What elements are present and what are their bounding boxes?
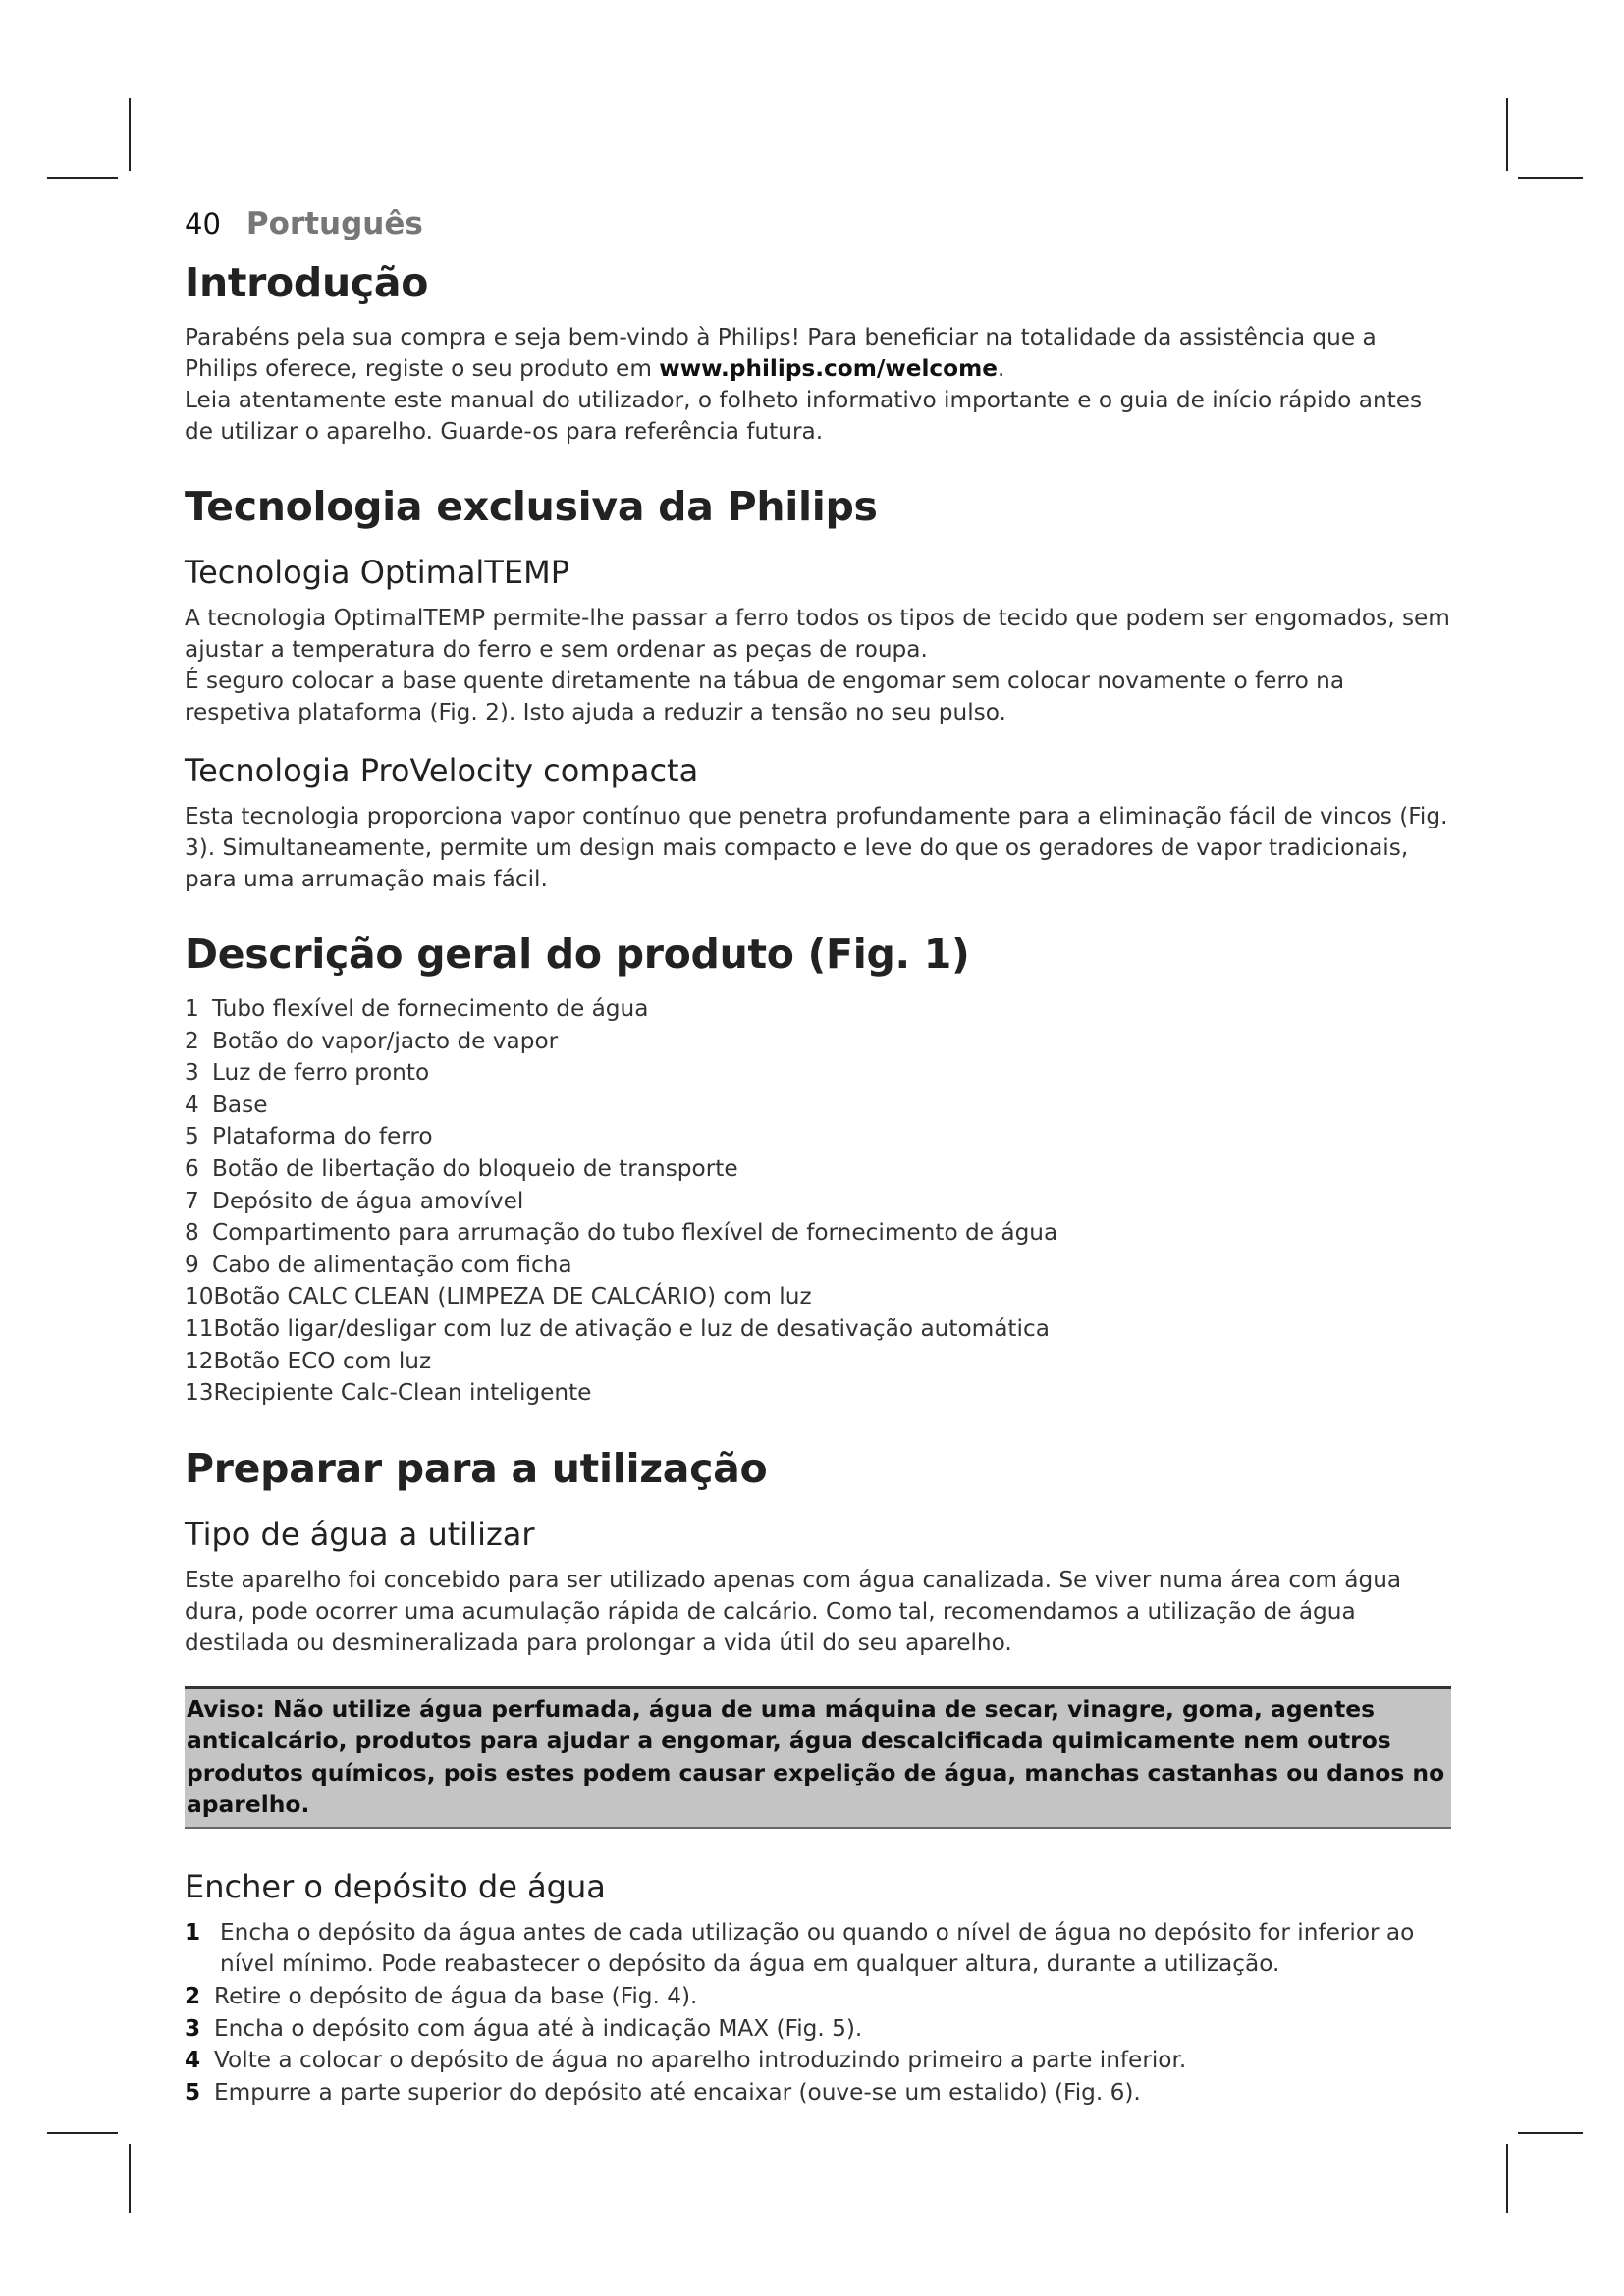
crop-mark bbox=[47, 177, 118, 179]
list-item: 8 Compartimento para arrumação do tubo flexível de fornecimento de água bbox=[185, 1219, 1058, 1247]
page-number: 40 bbox=[185, 207, 221, 240]
list-item: 3 Encha o depósito com água até à indicação MAX (Fig. 5). bbox=[185, 2014, 863, 2042]
tech-title: Tecnologia exclusiva da Philips bbox=[185, 483, 878, 530]
warning-box: Aviso: Não utilize água perfumada, água de uma máquina de secar, vinagre, goma, agentes anticalcário, produtos para ajudar a engomar, água descalcificada quimicamente nem outros produtos químicos, pois estes podem causar expelição de água, manchas castanhas ou danos no aparelho. bbox=[185, 1686, 1451, 1829]
parts-list bbox=[185, 993, 1451, 1410]
crop-mark bbox=[1506, 2144, 1508, 2213]
crop-mark bbox=[129, 2144, 131, 2213]
overview-title: Descrição geral do produto (Fig. 1) bbox=[185, 931, 970, 978]
water-type-paragraph: Este aparelho foi concebido para ser utilizado apenas com água canalizada. Se viver numa área com água dura, pode ocorrer uma acumulação rápida de calcário. Como tal, recomendamos a utilização de água destilada ou desmineralizada para prolongar a vida útil do seu aparelho. bbox=[185, 1566, 1402, 1656]
manual-page bbox=[185, 206, 1451, 2109]
list-item: 6 Botão de libertação do bloqueio de transporte bbox=[185, 1154, 738, 1182]
fill-steps-list bbox=[185, 1917, 1451, 2109]
crop-mark bbox=[1518, 177, 1583, 179]
list-item: 11 Botão ligar/desligar com luz de ativação e luz de desativação automática bbox=[185, 1314, 1050, 1342]
list-item: 7 Depósito de água amovível bbox=[185, 1187, 524, 1214]
list-item: 13 Recipiente Calc-Clean inteligente bbox=[185, 1379, 592, 1407]
water-type-title: Tipo de água a utilizar bbox=[185, 1515, 535, 1553]
optimaltemp-title: Tecnologia OptimalTEMP bbox=[185, 554, 569, 591]
list-item: 5 Empurre a parte superior do depósito até encaixar (ouve-se um estalido) (Fig. 6). bbox=[185, 2078, 1141, 2106]
intro-title: Introdução bbox=[185, 259, 429, 306]
crop-mark bbox=[1518, 2132, 1583, 2134]
list-item: 1 Tubo flexível de fornecimento de água bbox=[185, 995, 649, 1022]
crop-mark bbox=[129, 98, 131, 171]
list-item: 1 Encha o depósito da água antes de cada utilização ou quando o nível de água no depósito for inferior ao nível mínimo. Pode reabastecer o depósito da água em qualquer altura, durante a utilização. bbox=[185, 1918, 1415, 1978]
list-item: 10 Botão CALC CLEAN (LIMPEZA DE CALCÁRIO) com luz bbox=[185, 1283, 812, 1310]
provelocity-title: Tecnologia ProVelocity compacta bbox=[185, 752, 699, 789]
list-item: 2 Botão do vapor/jacto de vapor bbox=[185, 1027, 559, 1054]
list-item: 12 Botão ECO com luz bbox=[185, 1347, 432, 1374]
optimaltemp-paragraph-1: A tecnologia OptimalTEMP permite-lhe passar a ferro todos os tipos de tecido que podem ser engomados, sem ajustar a temperatura do ferro e sem ordenar as peças de roupa. bbox=[185, 605, 1450, 663]
language-label: Português bbox=[245, 206, 423, 241]
list-item: 9 Cabo de alimentação com ficha bbox=[185, 1251, 572, 1278]
crop-mark bbox=[47, 2132, 118, 2134]
list-item: 5 Plataforma do ferro bbox=[185, 1123, 433, 1150]
page-header bbox=[185, 206, 1451, 241]
welcome-link[interactable]: www.philips.com/welcome bbox=[659, 355, 998, 382]
list-item: 2 Retire o depósito de água da base (Fig. 4). bbox=[185, 1982, 698, 2009]
intro-paragraph-1: Parabéns pela sua compra e seja bem-vindo à Philips! Para beneficiar na totalidade da assistência que a Philips oferece, registe o seu produto em www.philips.com/welcome. bbox=[185, 324, 1377, 382]
list-item: 4 Volte a colocar o depósito de água no aparelho introduzindo primeiro a parte inferior. bbox=[185, 2047, 1187, 2074]
fill-tank-title: Encher o depósito de água bbox=[185, 1867, 606, 1905]
list-item: 4 Base bbox=[185, 1091, 268, 1118]
optimaltemp-paragraph-2: É seguro colocar a base quente diretamente na tábua de engomar sem colocar novamente o ferro na respetiva plataforma (Fig. 2). Isto ajuda a reduzir a tensão no seu pulso. bbox=[185, 667, 1345, 725]
list-item: 3 Luz de ferro pronto bbox=[185, 1059, 430, 1087]
provelocity-paragraph: Esta tecnologia proporciona vapor contínuo que penetra profundamente para a eliminação fácil de vincos (Fig. 3). Simultaneamente, permite um design mais compacto e leve do que os geradores de vapor tradicionais, para uma arrumação mais fácil. bbox=[185, 803, 1448, 892]
intro-paragraph-2: Leia atentamente este manual do utilizador, o folheto informativo importante e o guia de início rápido antes de utilizar o aparelho. Guarde-os para referência futura. bbox=[185, 387, 1423, 445]
prepare-title: Preparar para a utilização bbox=[185, 1444, 768, 1492]
crop-mark bbox=[1506, 98, 1508, 171]
